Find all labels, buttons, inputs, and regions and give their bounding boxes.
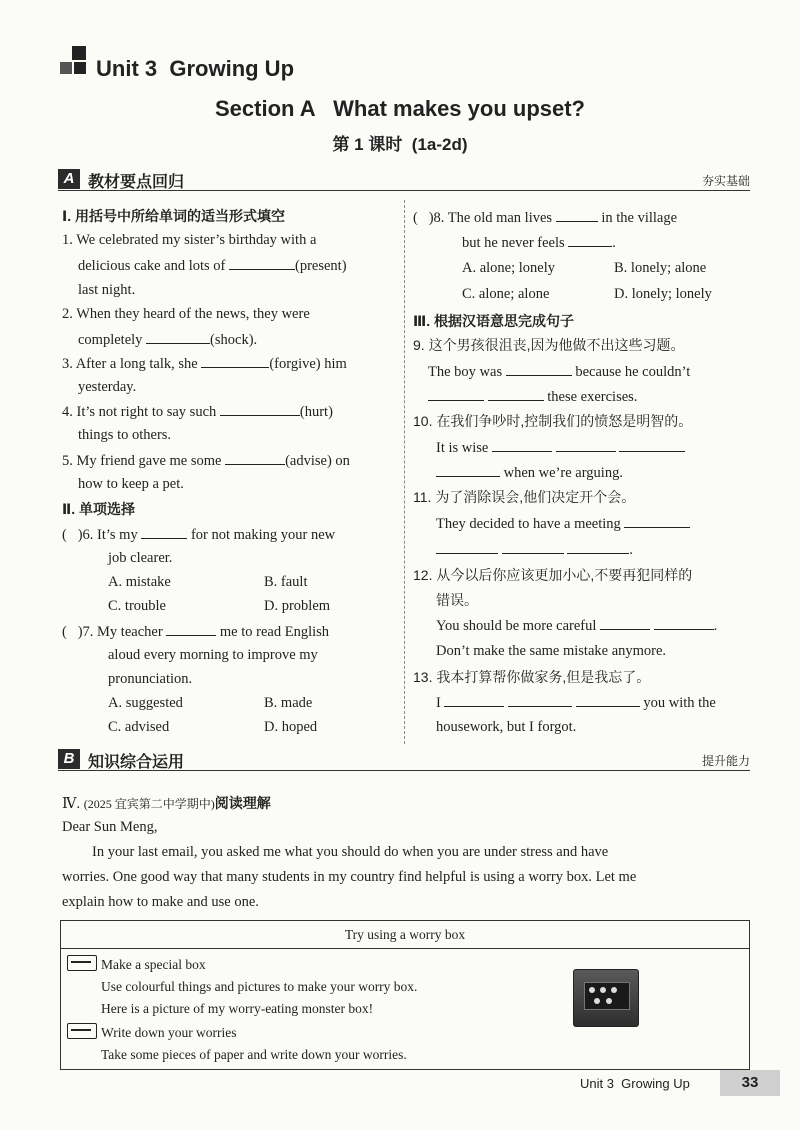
q1-line1: 1. We celebrated my sister’s birthday with a (62, 232, 317, 248)
q11-blank-4[interactable] (567, 539, 629, 554)
step2-heading (67, 1023, 237, 1043)
q7-option-a[interactable]: A. suggested (108, 695, 183, 711)
q5-blank[interactable] (225, 450, 285, 465)
q3-blank[interactable] (201, 353, 269, 368)
q8-option-d[interactable]: D. lonely; lonely (614, 286, 712, 302)
q4-hint: (hurt) (299, 404, 333, 420)
q6-post: for not making your new (190, 527, 336, 543)
s4-source: (2025 宜宾第二中学期中) (83, 797, 215, 811)
q9-blank-2[interactable] (428, 386, 484, 401)
q12-line2: Don’t make the same mistake anymore. (436, 643, 667, 659)
q4-blank[interactable] (220, 401, 300, 416)
q2-line2 (78, 329, 257, 350)
q2-text: completely (78, 332, 143, 348)
part-a-title: 教材要点回归 (88, 174, 185, 191)
q10-l1: It is wise (436, 440, 489, 456)
q12-chinese-2: 错误。 (436, 592, 478, 608)
part-a-bar (58, 168, 750, 191)
part-a-right: 夯实基础 (701, 174, 750, 188)
lesson-title: 第 1 课时 (1a-2d) (332, 135, 468, 154)
q9-l2: these exercises. (547, 389, 638, 405)
q13-line2: housework, but I forgot. (436, 719, 577, 735)
s4-num: Ⅳ. (62, 796, 81, 812)
q6-option-c[interactable]: C. trouble (108, 598, 166, 614)
q11-blank-1[interactable] (624, 513, 690, 528)
part-b-title: 知识综合运用 (88, 754, 185, 771)
step1-label: Make a special box (101, 957, 206, 972)
q7-option-c[interactable]: C. advised (108, 719, 170, 735)
q9-blank-1[interactable] (506, 361, 572, 376)
step1-heading (67, 955, 206, 975)
q9-line1 (428, 361, 690, 382)
monster-box-picture (573, 969, 639, 1027)
q10-line1 (436, 437, 685, 458)
letter-p3: explain how to make and use one. (62, 894, 259, 910)
q8-pre: ( )8. The old man lives (413, 210, 553, 226)
q1-hint: (present) (295, 258, 347, 274)
q8-line1 (413, 207, 677, 228)
q9-l1a: The boy was (428, 364, 503, 380)
q13-l1b: you with the (643, 695, 716, 711)
q7-line1 (62, 621, 329, 642)
column-divider (404, 200, 405, 744)
q6-line1 (62, 524, 335, 545)
q12-chinese-1: 12. 从今以后你应该更加小心,不要再犯同样的 (413, 567, 693, 583)
q7-blank[interactable] (166, 621, 216, 636)
q13-line1 (436, 692, 716, 713)
q12-l1: You should be more careful (436, 618, 597, 634)
q8-option-a[interactable]: A. alone; lonely (462, 260, 556, 276)
q10-blank-1[interactable] (492, 437, 552, 452)
q8-option-c[interactable]: C. alone; alone (462, 286, 550, 302)
step2-line1: Take some pieces of paper and write down your worries. (101, 1047, 407, 1062)
q11-chinese: 11. 为了消除误会,他们决定开个会。 (413, 489, 636, 505)
q9-l1b: because he couldn’t (575, 364, 691, 380)
s4-title: 阅读理解 (214, 795, 271, 811)
q5-line1 (62, 450, 350, 471)
q8-line2-text: but he never feels (462, 235, 565, 251)
q2-hint: (shock). (210, 332, 258, 348)
q7-option-d[interactable]: D. hoped (264, 719, 318, 735)
q4-line1 (62, 401, 333, 422)
footer-text: Unit 3 Growing Up (580, 1076, 690, 1091)
worry-box-title: Try using a worry box (344, 927, 466, 942)
q8-blank-2[interactable] (568, 232, 612, 247)
part-b-badge: B (58, 749, 80, 769)
q1-text: delicious cake and lots of (78, 258, 226, 274)
q8-post: in the village (601, 210, 678, 226)
section-title: Section A What makes you upset? (215, 96, 585, 121)
q3-line2: yesterday. (78, 379, 137, 395)
unit-label: Unit 3 (96, 56, 158, 81)
q11-l1: They decided to have a meeting (436, 516, 621, 532)
q1-blank[interactable] (229, 255, 295, 270)
s1-heading: Ⅰ. 用括号中所给单词的适当形式填空 (62, 208, 285, 224)
q12-blank-1[interactable] (600, 615, 650, 630)
letter-p1: In your last email, you asked me what you should do when you are under stress and have (92, 844, 609, 860)
q5-text: 5. My friend gave me some (62, 453, 222, 469)
q12-line1: You should be more careful . (436, 615, 717, 636)
pointing-hand-icon (67, 955, 97, 971)
q9-line2 (428, 386, 637, 407)
step1-line1: Use colourful things and pictures to make your worry box. (101, 979, 418, 994)
q13-chinese: 13. 我本打算帮你做家务,但是我忘了。 (413, 669, 651, 685)
q4-line2: things to others. (78, 427, 172, 443)
q2-line1: 2. When they heard of the news, they were (62, 306, 310, 322)
q9-chinese: 9. 这个男孩很沮丧,因为他做不出这些习题。 (413, 337, 685, 353)
q2-blank[interactable] (146, 329, 210, 344)
q6-option-b[interactable]: B. fault (264, 574, 308, 590)
letter-greeting: Dear Sun Meng, (62, 819, 158, 835)
q8-blank-1[interactable] (556, 207, 598, 222)
q6-blank[interactable] (141, 524, 187, 539)
q7-option-b[interactable]: B. made (264, 695, 313, 711)
s3-heading: Ⅲ. 根据汉语意思完成句子 (413, 313, 575, 329)
part-a-badge: A (58, 169, 80, 189)
q10-blank-4[interactable] (436, 462, 500, 477)
q5-hint: (advise) on (285, 453, 350, 469)
q6-line2: job clearer. (108, 550, 173, 566)
s4-heading (62, 793, 271, 814)
q3-hint: (forgive) him (269, 356, 347, 372)
worry-box-panel (60, 920, 750, 1070)
s2-heading: Ⅱ. 单项选择 (62, 501, 136, 517)
q10-l2: when we’re arguing. (503, 465, 623, 481)
q11-blank-3[interactable] (502, 539, 564, 554)
worry-box-divider (61, 948, 749, 949)
q10-chinese: 10. 在我们争吵时,控制我们的愤怒是明智的。 (413, 413, 693, 429)
q9-blank-3[interactable] (488, 386, 544, 401)
q11-blank-2[interactable] (436, 539, 498, 554)
q6-pre: ( )6. It’s my (62, 527, 138, 543)
q13-blank-2[interactable] (508, 692, 572, 707)
header-logo (60, 46, 92, 78)
letter-p2: worries. One good way that many students in my country find helpful is using a worry box. Let me (62, 869, 637, 885)
q10-blank-2[interactable] (556, 437, 616, 452)
part-b-right: 提升能力 (701, 754, 750, 768)
q7-line2: aloud every morning to improve my (108, 647, 318, 663)
q8-option-b[interactable]: B. lonely; alone (614, 260, 707, 276)
q7-line3: pronunciation. (108, 671, 193, 687)
q1-line3: last night. (78, 282, 136, 298)
q3-line1 (62, 353, 347, 374)
q12-blank-2[interactable] (654, 615, 714, 630)
pointing-hand-icon (67, 1023, 97, 1039)
q3-text: 3. After a long talk, she (62, 356, 198, 372)
q13-blank-3[interactable] (576, 692, 640, 707)
q8-line2: but he never feels . (462, 232, 616, 253)
step1-line2: Here is a picture of my worry-eating monster box! (101, 1001, 374, 1016)
q5-line2: how to keep a pet. (78, 476, 184, 492)
unit-title: Growing Up (169, 56, 295, 81)
part-b-bar (58, 748, 750, 771)
q4-text: 4. It’s not right to say such (62, 404, 217, 420)
q6-option-a[interactable]: A. mistake (108, 574, 171, 590)
page-number: 33 (720, 1070, 780, 1096)
q11-line1 (436, 513, 690, 534)
q6-option-d[interactable]: D. problem (264, 598, 331, 614)
step2-label: Write down your worries (101, 1025, 237, 1040)
q13-blank-1[interactable] (444, 692, 504, 707)
q11-line2: . (436, 539, 633, 560)
q10-blank-3[interactable] (619, 437, 685, 452)
unit-heading (96, 56, 294, 82)
q13-l1a: I (436, 695, 441, 711)
q7-post: me to read English (219, 624, 330, 640)
q1-line2 (78, 255, 347, 276)
q7-pre: ( )7. My teacher (62, 624, 163, 640)
q10-line2 (436, 462, 623, 483)
